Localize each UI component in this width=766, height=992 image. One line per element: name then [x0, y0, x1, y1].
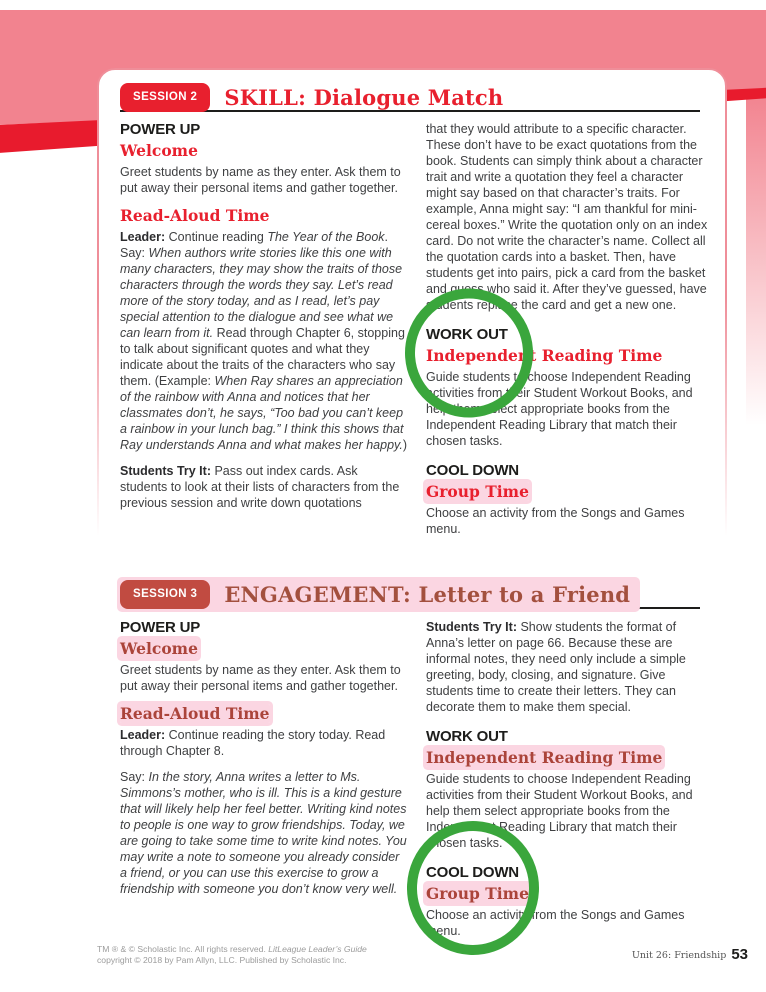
footer-page-info	[632, 946, 748, 963]
session-3-header	[120, 580, 706, 612]
footer-copyright	[97, 944, 367, 966]
session-3-left-column	[120, 619, 408, 949]
paragraph: Choose an activity from the Songs and Games menu.	[426, 908, 685, 938]
paragraph: Leader: Continue reading The Year of the Book. Say: When authors write stories like this one with many characters, they may show the traits of those characters through the words they say. Let’s read more of the story today, and as I read, let’s pay special attention to the dialogue and see what we can learn from it. Read through Chapter 6, stopping to talk about significant quotes and what they indicate about the traits of the characters who say them. (Example: When Ray shares an appreciation of the rainbow with Anna and notices that her classmates don’t, he says, “Too bad you can’t keep a rainbow in your lunch bag.” I think this shows that Ray understands Anna and what makes her happy.)	[120, 230, 407, 452]
paragraph: Choose an activity from the Songs and Games menu.	[426, 506, 685, 536]
activity-heading: Group Time	[426, 482, 529, 501]
paragraph: Greet students by name as they enter. Ask them to put away their personal items and gather together.	[120, 663, 401, 693]
phase-heading: COOL DOWN	[426, 462, 519, 479]
header-pink-right-edge	[746, 94, 766, 484]
footer-copyright-line1: TM ® & © Scholastic Inc. All rights reserved. LitLeague Leader’s Guide	[97, 944, 367, 954]
activity-heading: Independent Reading Time	[426, 748, 663, 767]
activity-heading: Read-Aloud Time	[120, 206, 270, 225]
session-2-header	[120, 83, 706, 112]
green-circle-annotation-cool-down	[405, 820, 541, 956]
footer-unit-label: Unit 26: Friendship	[631, 950, 727, 961]
paragraph: that they would attribute to a specific character. These don’t have to be exact quotations from the book. Students can simply think about a character trait and write a quotation they feel a character might say based on that character’s traits. For example, Anna might say: “I am thankful for mini-cereal boxes.” Write the quotation only on an index card. Do not write the character’s name. Collect all the quotation cards into a basket. Then, have students get into pairs, pick a card from the basket and guess who said it. After they’ve guessed, have students replace the card and get a new one.	[426, 122, 708, 312]
activity-heading: Independent Reading Time	[426, 346, 663, 365]
session-3-badge: SESSION 3	[120, 580, 210, 609]
paragraph: Guide students to choose Independent Reading activities from their Student Workout Books, and help them select appropriate books from the Independent Reading Library that match their chosen tasks.	[426, 772, 693, 850]
session-2-badge: SESSION 2	[120, 83, 210, 112]
footer-page-number: 53	[731, 946, 748, 963]
session-2-left-column	[120, 121, 408, 547]
session-3-title: ENGAGEMENT: Letter to a Friend	[224, 582, 631, 607]
phase-heading: POWER UP	[120, 619, 201, 636]
activity-heading: Welcome	[120, 639, 198, 658]
paragraph: Say: In the story, Anna writes a letter to Ms. Simmons’s mother, who is ill. This is a kind gesture that will likely help her feel better. Writing kind notes to people is one way to grow friendships. Today, we are going to take some time to write kind notes. You may write a note to someone you already consider a friend, or you can use this exercise to grow a friendship with someone you don’t know very well.	[120, 770, 407, 896]
paragraph: Guide students to choose Independent Reading activities from their Student Workout Books, and help them select appropriate books from the Independent Reading Library that match their chosen tasks.	[426, 370, 693, 448]
activity-heading: Read-Aloud Time	[120, 704, 270, 723]
activity-heading: Group Time	[426, 884, 529, 903]
activity-heading: Welcome	[120, 141, 198, 160]
paragraph: Students Try It: Pass out index cards. Ask students to look at their lists of characters from the previous session and write down quotations	[120, 464, 400, 510]
phase-heading: POWER UP	[120, 121, 201, 138]
paragraph: Students Try It: Show students the format of Anna’s letter on page 66. Because these are informal notes, they need only include a simple greeting, body, closing, and signature. Give students time to create their letters. They can decorate them to make them special.	[426, 620, 686, 714]
footer-copyright-line2: copyright © 2018 by Pam Allyn, LLC. Published by Scholastic Inc.	[97, 955, 347, 965]
paragraph: Leader: Continue reading the story today. Read through Chapter 8.	[120, 728, 386, 758]
phase-heading: WORK OUT	[426, 326, 508, 343]
green-circle-annotation-workout	[403, 287, 535, 419]
paragraph: Greet students by name as they enter. Ask them to put away their personal items and gather together.	[120, 165, 401, 195]
session-2-title-group	[120, 83, 503, 112]
phase-heading: WORK OUT	[426, 728, 508, 745]
session-2-title: SKILL: Dialogue Match	[224, 85, 504, 110]
session-3-title-group	[117, 577, 640, 612]
phase-heading: COOL DOWN	[426, 864, 519, 881]
